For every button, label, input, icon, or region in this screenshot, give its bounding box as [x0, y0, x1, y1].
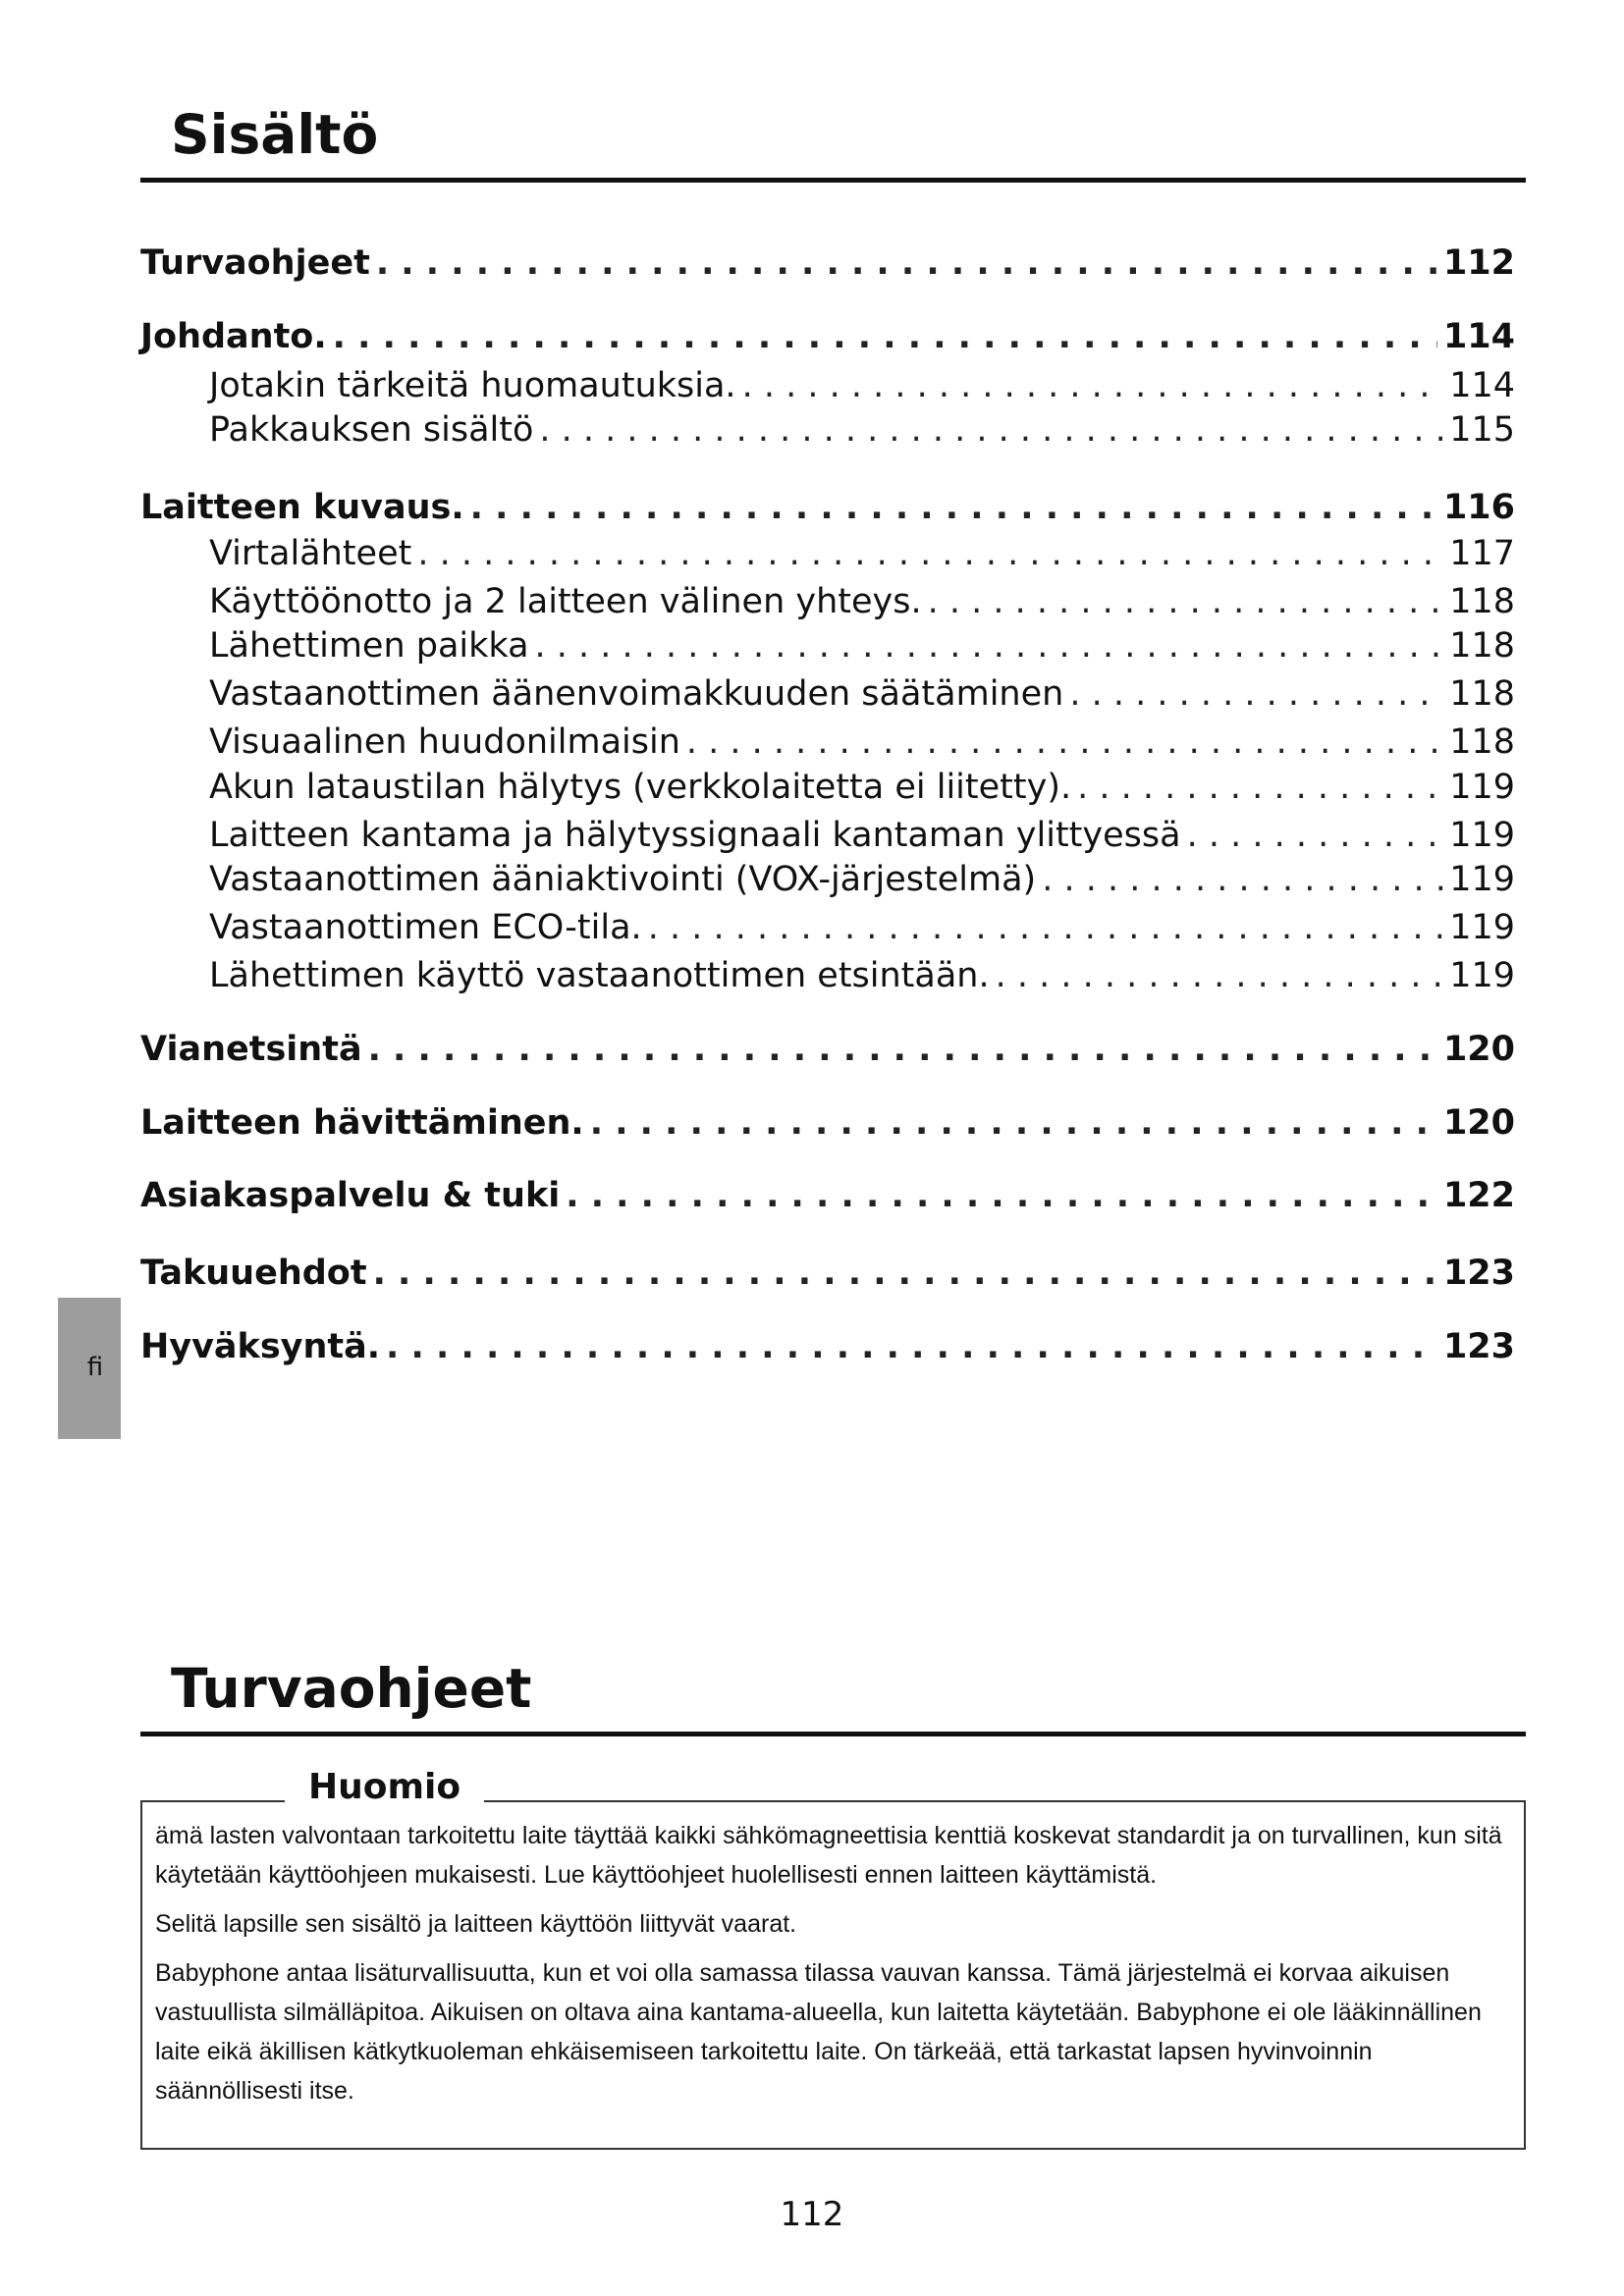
toc-entry-page: 122 [1442, 1176, 1515, 1215]
dot-leader [648, 908, 1444, 947]
toc-entry-title: Vastaanottimen ääniaktivointi (VOX-järjestelmä) [209, 860, 1037, 899]
language-tab-label: fi [86, 1353, 104, 1382]
notice-paragraph: Babyphone antaa lisäturvallisuutta, kun et voi olla samassa tilassa vauvan kanssa. Tämä järjestelmä ei korvaa aikuisen vastuullista silmälläpitoa. Aikuisen on oltava aina kantama-alueella, kun laitetta käytetään. Babyphone ei ole lääkinnällinen laite eikä äkillisen kätkytkuoleman ehkäisemiseen tarkoitettu laite. On tärkeää, että tarkastat lapsen hyvinvoinnin säännöllisesti itse. [155, 1959, 1482, 2105]
toc-entry-page: 120 [1442, 1103, 1515, 1143]
toc-entry-page: 120 [1442, 1030, 1515, 1069]
toc-entry-aanenvoimakkuus[interactable] [209, 674, 1515, 714]
contents-divider [140, 178, 1526, 183]
toc-entry-page: 119 [1449, 768, 1515, 807]
toc-entry-page: 118 [1449, 582, 1515, 621]
toc-entry-page: 115 [1449, 410, 1515, 450]
toc-entry-huomautuksia[interactable] [209, 366, 1515, 405]
dot-leader [1187, 816, 1444, 855]
dot-leader [590, 1103, 1437, 1143]
toc-entry-title: Takuuehdot [140, 1254, 367, 1293]
dot-leader [742, 366, 1444, 405]
toc-entry-page: 116 [1442, 488, 1515, 527]
toc-entry-title: Laitteen kantama ja hälytyssignaali kantaman ylittyessä [209, 816, 1181, 855]
toc-entry-kantama[interactable] [209, 816, 1515, 855]
toc-entry-title: Akun lataustilan hälytys (verkkolaitetta ei liitetty). [209, 768, 1072, 807]
toc-entry-lahettimen-paikka[interactable] [209, 626, 1515, 666]
toc-entry-johdanto[interactable] [140, 317, 1515, 356]
toc-entry-page: 119 [1449, 908, 1515, 947]
dot-leader [686, 722, 1443, 762]
toc-entry-title: Vianetsintä [140, 1030, 362, 1069]
toc-entry-hyvaksynta[interactable] [140, 1327, 1515, 1366]
dot-leader [928, 582, 1444, 621]
toc-entry-vox[interactable] [209, 860, 1515, 899]
toc-entry-title: Asiakaspalvelu & tuki [140, 1176, 561, 1215]
toc-entry-title: Visuaalinen huudonilmaisin [209, 722, 680, 762]
toc-entry-page: 118 [1449, 626, 1515, 666]
dot-leader [368, 1030, 1437, 1069]
toc-entry-page: 119 [1449, 956, 1515, 995]
toc-entry-page: 119 [1449, 860, 1515, 899]
notice-paragraph: ämä lasten valvontaan tarkoitettu laite täyttää kaikki sähkömagneettisia kenttiä koskevat standardit ja on turvallinen, kun sitä käytetään käyttöohjeen mukaisesti. Lue käyttöohjeet huolellisesti ennen laitteen käyttämistä. [155, 1822, 1502, 1889]
dot-leader [1077, 768, 1443, 807]
toc-entry-title: Vastaanottimen äänenvoimakkuuden säätäminen [209, 674, 1064, 714]
dot-leader [373, 1254, 1437, 1293]
toc-entry-title: Laitteen kuvaus. [140, 488, 464, 527]
toc-entry-takuuehdot[interactable] [140, 1254, 1515, 1293]
toc-entry-title: Lähettimen käyttö vastaanottimen etsintään. [209, 956, 990, 995]
toc-entry-page: 114 [1442, 317, 1515, 356]
toc-entry-title: Turvaohjeet [140, 243, 370, 283]
toc-entry-page: 123 [1442, 1254, 1515, 1293]
dot-leader [470, 488, 1437, 527]
toc-entry-eco-tila[interactable] [209, 908, 1515, 947]
toc-entry-title: Johdanto. [140, 317, 327, 356]
notice-paragraph: Selitä lapsille sen sisältö ja laitteen käyttöön liittyvät vaarat. [155, 1910, 797, 1938]
safety-heading: Turvaohjeet [171, 1657, 532, 1720]
dot-leader [417, 534, 1443, 573]
toc-entry-akun-lataustila[interactable] [209, 768, 1515, 807]
toc-entry-title: Käyttöönotto ja 2 laitteen välinen yhteys. [209, 582, 922, 621]
toc-entry-virtalahteet[interactable] [209, 534, 1515, 573]
toc-entry-asiakaspalvelu[interactable] [140, 1176, 1515, 1215]
toc-entry-huudonilmaisin[interactable] [209, 722, 1515, 762]
toc-entry-page: 114 [1449, 366, 1515, 405]
page-number: 112 [780, 2195, 844, 2234]
dot-leader [996, 956, 1444, 995]
toc-entry-page: 123 [1442, 1327, 1515, 1366]
toc-entry-kayttoonotto[interactable] [209, 582, 1515, 621]
toc-entry-page: 117 [1449, 534, 1515, 573]
safety-divider [140, 1732, 1526, 1736]
toc-entry-turvaohjeet[interactable] [140, 243, 1515, 283]
notice-body [155, 1816, 1515, 2120]
language-tab [58, 1298, 121, 1439]
toc-entry-title: Virtalähteet [209, 534, 412, 573]
toc-entry-etsinta[interactable] [209, 956, 1515, 995]
toc-entry-havittaminen[interactable] [140, 1103, 1515, 1143]
dot-leader [1069, 674, 1443, 714]
dot-leader [1042, 860, 1443, 899]
toc-entry-title: Laitteen hävittäminen. [140, 1103, 584, 1143]
toc-entry-laitteen-kuvaus[interactable] [140, 488, 1515, 527]
toc-entry-title: Pakkauksen sisältö [209, 410, 534, 450]
dot-leader [535, 626, 1444, 666]
toc-entry-title: Vastaanottimen ECO-tila. [209, 908, 642, 947]
toc-entry-title: Jotakin tärkeitä huomautuksia. [209, 366, 736, 405]
toc-entry-title: Lähettimen paikka [209, 626, 529, 666]
dot-leader [539, 410, 1443, 450]
dot-leader [376, 243, 1437, 283]
toc-entry-vianetsinta[interactable] [140, 1030, 1515, 1069]
toc-entry-title: Hyväksyntä. [140, 1327, 381, 1366]
contents-heading: Sisältö [171, 103, 379, 166]
toc-entry-page: 119 [1449, 816, 1515, 855]
dot-leader [566, 1176, 1437, 1215]
notice-title: Huomio [285, 1767, 484, 1807]
toc-entry-page: 112 [1442, 243, 1515, 283]
dot-leader [386, 1327, 1437, 1366]
dot-leader [333, 317, 1437, 356]
toc-entry-page: 118 [1449, 722, 1515, 762]
toc-entry-pakkauksen-sisalto[interactable] [209, 410, 1515, 450]
toc-entry-page: 118 [1449, 674, 1515, 714]
